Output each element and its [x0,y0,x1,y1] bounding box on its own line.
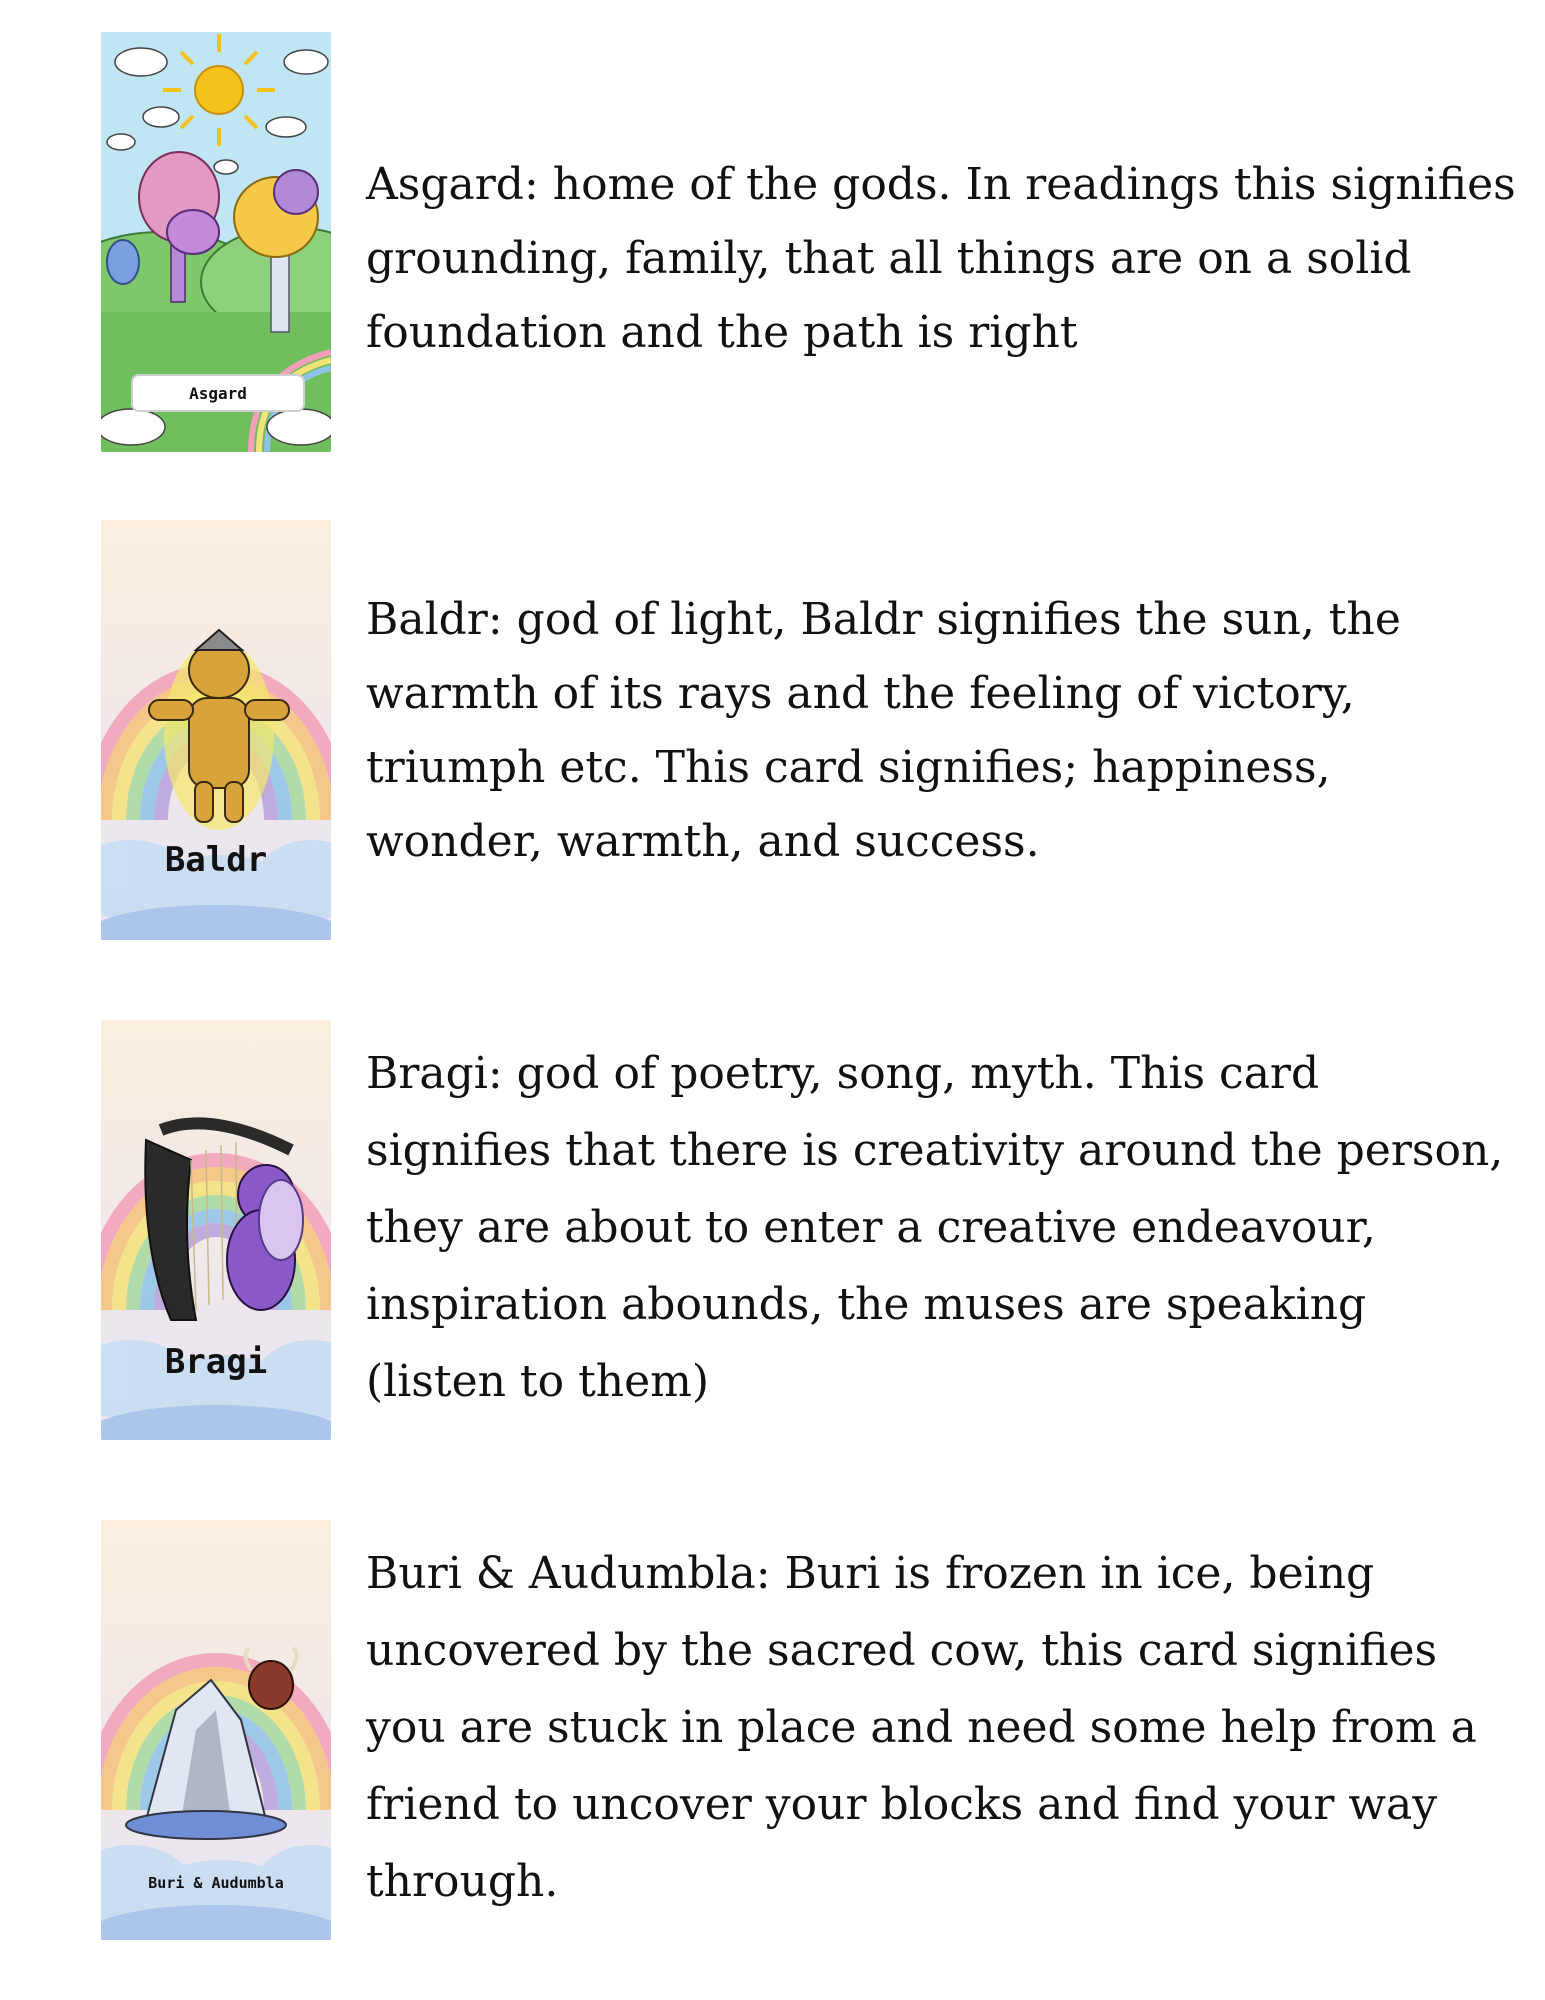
asgard-card-label: Asgard [131,374,305,412]
buri-audumbla-description: Buri & Audumbla: Buri is frozen in ice, being uncovered by the sacred cow, this card signifies you are stuck in place and need some help from a friend to uncover your blocks and find your way through. [366,1548,1477,1907]
asgard-description: Asgard: home of the gods. In readings this signifies grounding, family, that all things are on a solid foundation and the path is right [366,159,1516,358]
asgard-card-image [101,32,331,452]
buri-audumbla-card-image [101,1520,331,1940]
baldr-card-image [101,520,331,940]
buri-audumbla-card-label: Buri & Audumbla [148,1874,284,1892]
bragi-card-label: Bragi [164,1342,268,1382]
bragi-description: Bragi: god of poetry, song, myth. This card signifies that there is creativity around the person, they are about to enter a creative endeavour, inspiration abounds, the muses are speaking (listen to them) [366,1048,1504,1407]
bragi-card-image [101,1020,331,1440]
baldr-description: Baldr: god of light, Baldr signifies the sun, the warmth of its rays and the feeling of victory, triumph etc. This card signifies; happiness, wonder, warmth, and success. [366,594,1401,867]
baldr-card-label: Baldr [164,840,268,880]
